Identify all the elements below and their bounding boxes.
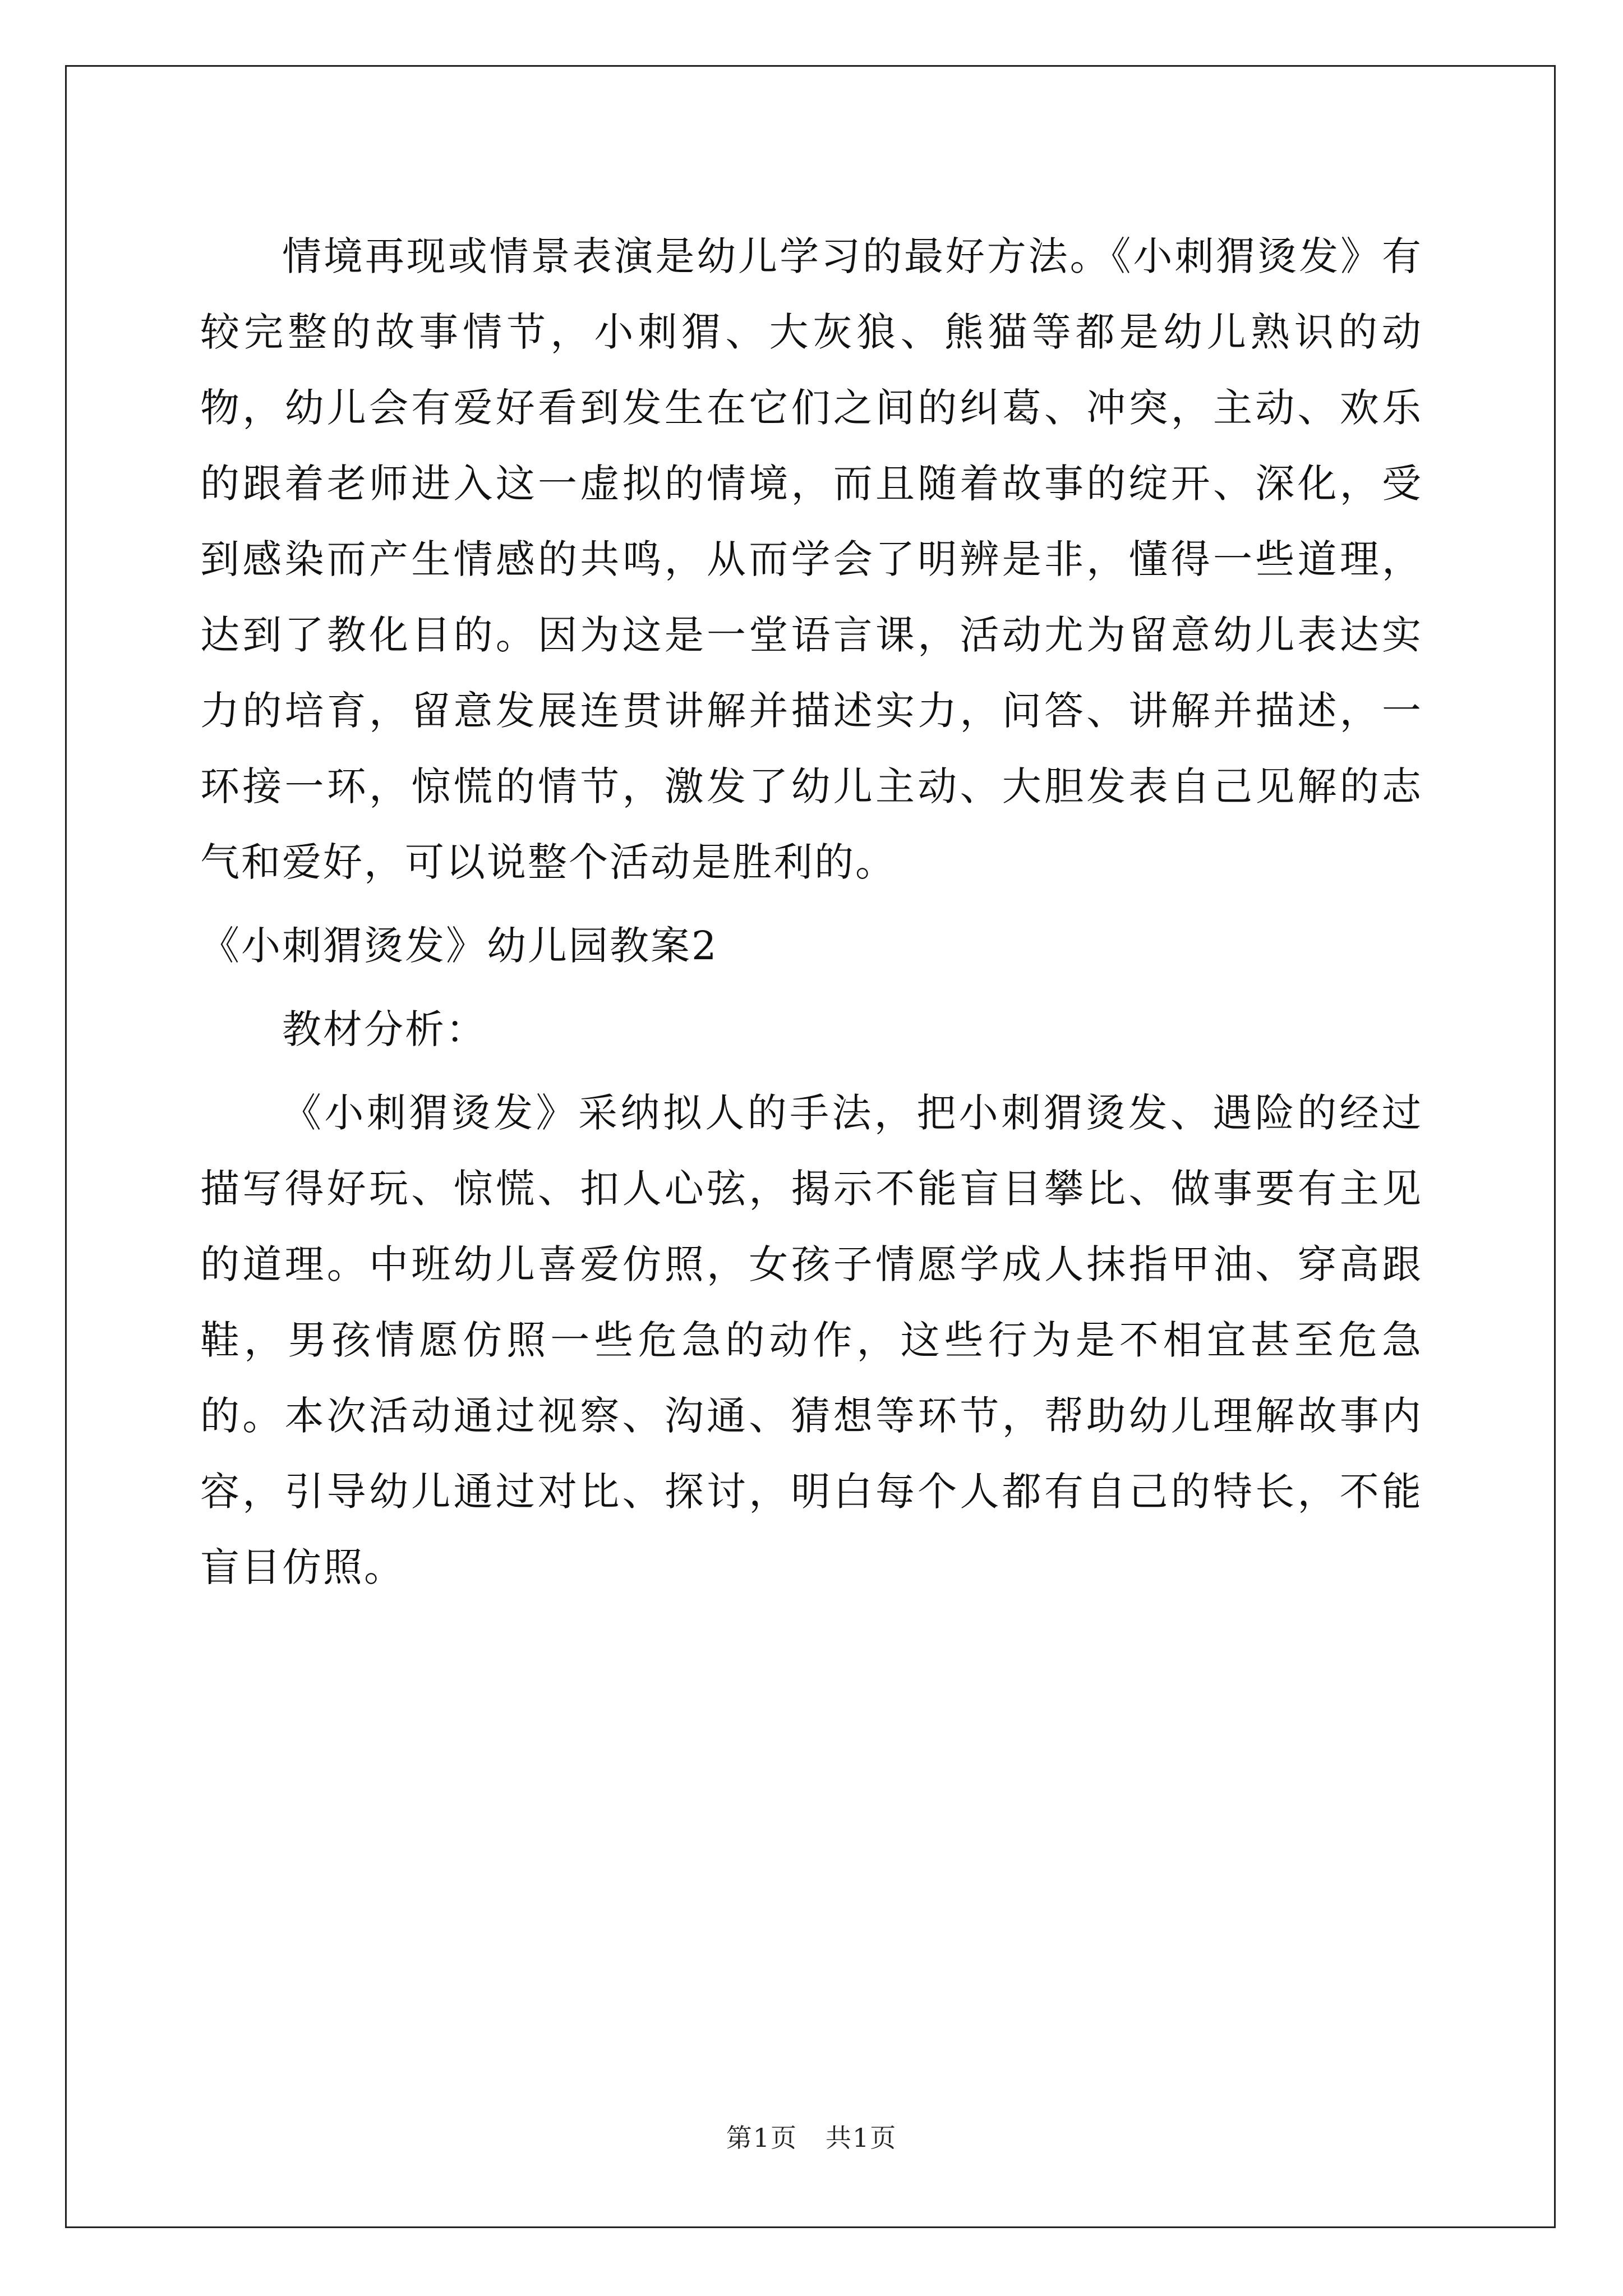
page-footer	[0, 2118, 1623, 2155]
document-body	[200, 219, 1423, 1605]
spacer	[200, 984, 1423, 992]
subheading-material-analysis: 教材分析：	[282, 1006, 487, 1052]
paragraph-1: 情境再现或情景表演是幼儿学习的最好方法。《小刺猬烫发》有较完整的故事情节，小刺猬、大灰狼、熊猫等都是幼儿熟识的动物，幼儿会有爱好看到发生在它们之间的纠葛、冲突，主动、欢乐的跟着老师进入这一虚拟的情境，而且随着故事的绽开、深化，受到感染而产生情感的共鸣，从而学会了明辨是非，懂得一些道理，达到了教化目的。因为这是一堂语言课，活动尤为留意幼儿表达实力的培育，留意发展连贯讲解并描述实力，问答、讲解并描述，一环接一环，惊慌的情节，激发了幼儿主动、大胆发表自己见解的志气和爱好，可以说整个活动是胜利的。	[200, 233, 1423, 885]
page-number-total: 共1页	[826, 2123, 897, 2153]
spacer	[200, 1068, 1423, 1075]
page-number-current: 第1页	[726, 2123, 797, 2153]
section-heading: 《小刺猬烫发》幼儿园教案2	[200, 923, 718, 969]
paragraph-2: 《小刺猬烫发》采纳拟人的手法，把小刺猬烫发、遇险的经过描写得好玩、惊慌、扣人心弦，揭示不能盲目攀比、做事要有主见的道理。中班幼儿喜爱仿照，女孩子情愿学成人抹指甲油、穿高跟鞋，男孩情愿仿照一些危急的动作，这些行为是不相宜甚至危急的。本次活动通过视察、沟通、猜想等环节，帮助幼儿理解故事内容，引导幼儿通过对比、探讨，明白每个人都有自己的特长，不能盲目仿照。	[200, 1090, 1423, 1590]
spacer	[200, 900, 1423, 908]
